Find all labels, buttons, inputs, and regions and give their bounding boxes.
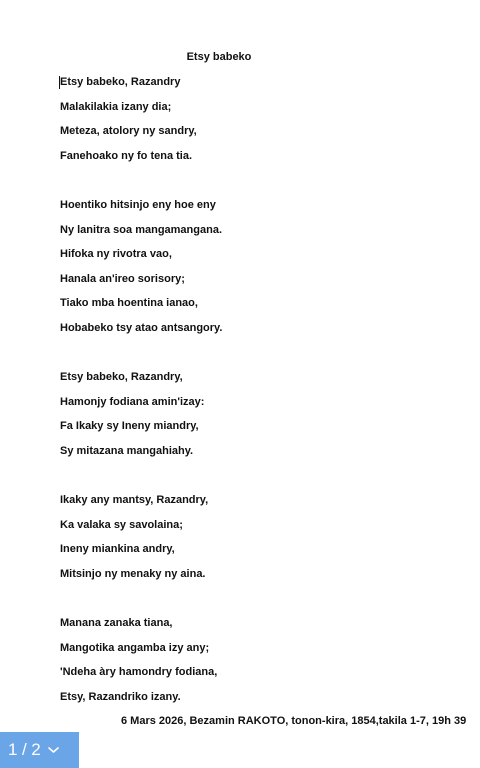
poem-line: Mitsinjo ny menaky ny aina. — [60, 567, 206, 580]
poem-line: Mangotika angamba izy any; — [60, 641, 210, 654]
poem-line: Hanala an'ireo sorisory; — [60, 272, 185, 285]
poem-line: Etsy babeko, Razandry — [60, 76, 181, 88]
poem-line: Manana zanaka tiana, — [60, 617, 173, 630]
poem-line: Meteza, atolory ny sandry, — [60, 125, 197, 138]
poem-line: Etsy, Razandriko izany. — [60, 690, 181, 703]
chevron-down-icon — [48, 746, 59, 754]
poem-body — [60, 76, 222, 715]
document-footer: 6 Mars 2026, Bezamin RAKOTO, tonon-kira, 1854,takila 1-7, 19h 39 — [121, 715, 467, 727]
poem-line: Tiako mba hoentina ianao, — [60, 297, 198, 310]
page-indicator-button[interactable] — [0, 732, 79, 768]
total-page-count: 2 — [31, 740, 42, 759]
current-page-number: 1 — [8, 740, 18, 759]
poem-line: Ikaky any mantsy, Razandry, — [60, 494, 209, 507]
poem-line: Ka valaka sy savolaina; — [60, 518, 183, 531]
poem-line: Fa Ikaky sy Ineny miandry, — [60, 420, 199, 433]
poem-line: Hifoka ny rivotra vao, — [60, 248, 172, 261]
poem-line: Malakilakia izany dia; — [60, 100, 172, 113]
poem-line: 'Ndeha àry hamondry fodiana, — [60, 666, 218, 679]
poem-line: Fanehoako ny fo tena tia. — [60, 149, 193, 162]
poem-line: Hobabeko tsy atao antsangory. — [60, 321, 223, 334]
poem-line: Ineny miankina andry, — [60, 543, 175, 556]
poem-line: Etsy babeko, Razandry, — [60, 371, 183, 384]
poem-line: Hoentiko hitsinjo eny hoe eny — [60, 198, 216, 211]
poem-line: Hamonjy fodiana amin'izay: — [60, 395, 205, 408]
document-title: Etsy babeko — [186, 51, 252, 63]
poem-line: Ny lanitra soa mangamangana. — [60, 223, 222, 236]
page-separator: / — [21, 740, 28, 759]
poem-line: Sy mitazana mangahiahy. — [60, 444, 194, 457]
